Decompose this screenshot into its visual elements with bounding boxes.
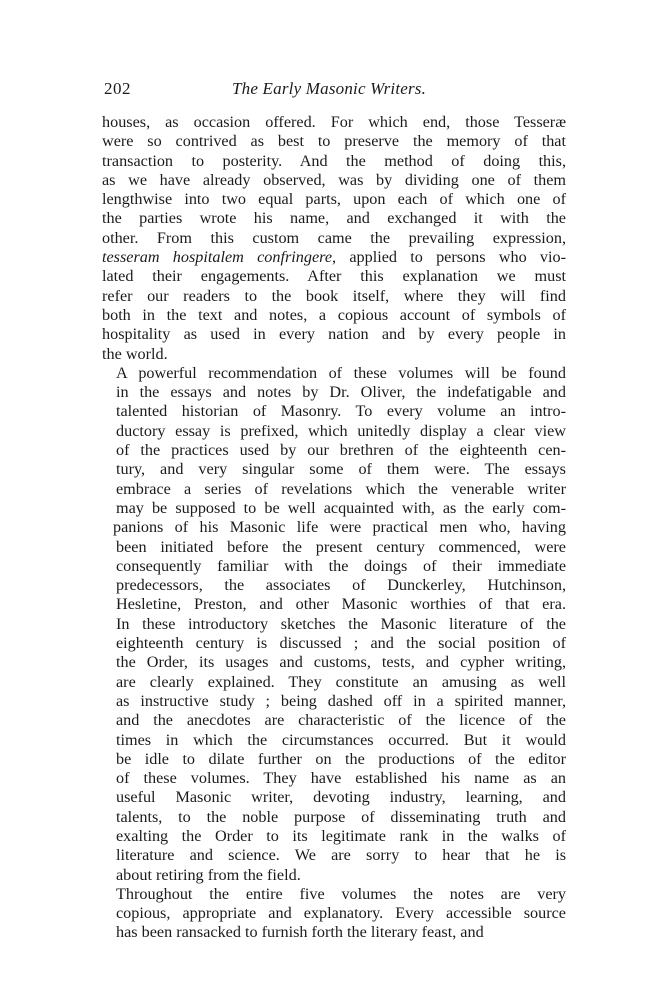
text-line: tesseram hospitalem confringere, applied to persons who vio- [102,248,566,267]
text-line: both in the text and notes, a copious account of symbols of [102,305,566,324]
text-line: were so contrived as best to preserve the memory of that [102,132,566,151]
text-line: as we have already observed, was by dividing one of them [102,170,566,189]
text-line: literature and science. We are sorry to hear that he is [116,846,566,865]
text-line: refer our readers to the book itself, where they will find [102,286,566,305]
text-line: ductory essay is prefixed, which unitedly display a clear view [116,421,566,440]
body-text [102,113,566,943]
text-line: lated their engagements. After this explanation we must [102,267,566,286]
text-line: of the practices used by our brethren of the eighteenth cen- [116,441,566,460]
text-line: eighteenth century is discussed ; and the social position of [116,634,566,653]
text-line: panions of his Masonic life were practical men who, having [113,518,566,537]
text-line: other. From this custom came the prevailing expression, [102,228,566,247]
text-line: Hesletine, Preston, and other Masonic worthies of that era. [116,595,566,614]
text-line: tury, and very singular some of them were. The essays [116,460,566,479]
text-line: as instructive study ; being dashed off in a spirited manner, [116,691,566,710]
text-line: predecessors, the associates of Dunckerley, Hutchinson, [116,576,566,595]
text-line: Throughout the entire five volumes the notes are very [116,884,566,903]
page-header [104,79,566,103]
text-line: copious, appropriate and explanatory. Every accessible source [116,904,566,923]
text-line: exalting the Order to its legitimate rank in the walks of [116,826,566,845]
text-line: useful Masonic writer, devoting industry, learning, and [116,788,566,807]
text-line: consequently familiar with the doings of their immediate [116,556,566,575]
text-line: be idle to dilate further on the productions of the editor [116,749,566,768]
paragraph [102,885,566,943]
text-line: the parties wrote his name, and exchanged it with the [102,209,566,228]
text-line: talents, to the noble purpose of disseminating truth and [116,807,566,826]
text-line: A powerful recommendation of these volumes will be found [116,363,566,382]
running-title: The Early Masonic Writers. [232,79,427,98]
text-line: embrace a series of revelations which the venerable writer [116,479,566,498]
text-line: In these introductory sketches the Masonic literature of the [116,614,566,633]
text-line: in the essays and notes by Dr. Oliver, the indefatigable and [116,383,566,402]
text-line: are clearly explained. They constitute an amusing as well [116,672,566,691]
text-line: been initiated before the present century commenced, were [116,537,566,556]
text-line: and the anecdotes are characteristic of the licence of the [116,711,566,730]
text-line: transaction to posterity. And the method of doing this, [102,151,566,170]
text-line: about retiring from the field. [116,865,301,884]
text-line: lengthwise into two equal parts, upon each of which one of [102,190,566,209]
page-number: 202 [104,79,131,98]
text-line: has been ransacked to furnish forth the literary feast, and [116,923,484,942]
text-line: houses, as occasion offered. For which end, those Tesseræ [102,113,566,131]
text-line: times in which the circumstances occurred. But it would [116,730,566,749]
text-line: the Order, its usages and customs, tests, and cypher writing, [116,653,566,672]
text-line: hospitality as used in every nation and by every people in [102,325,566,344]
paragraph [102,364,566,885]
text-line: the world. [102,344,168,363]
paragraph [102,113,566,364]
text-line: talented historian of Masonry. To every volume an intro- [116,402,566,421]
text-line: of these volumes. They have established his name as an [116,769,566,788]
text-line: may be supposed to be well acquainted with, as the early com- [116,498,566,517]
